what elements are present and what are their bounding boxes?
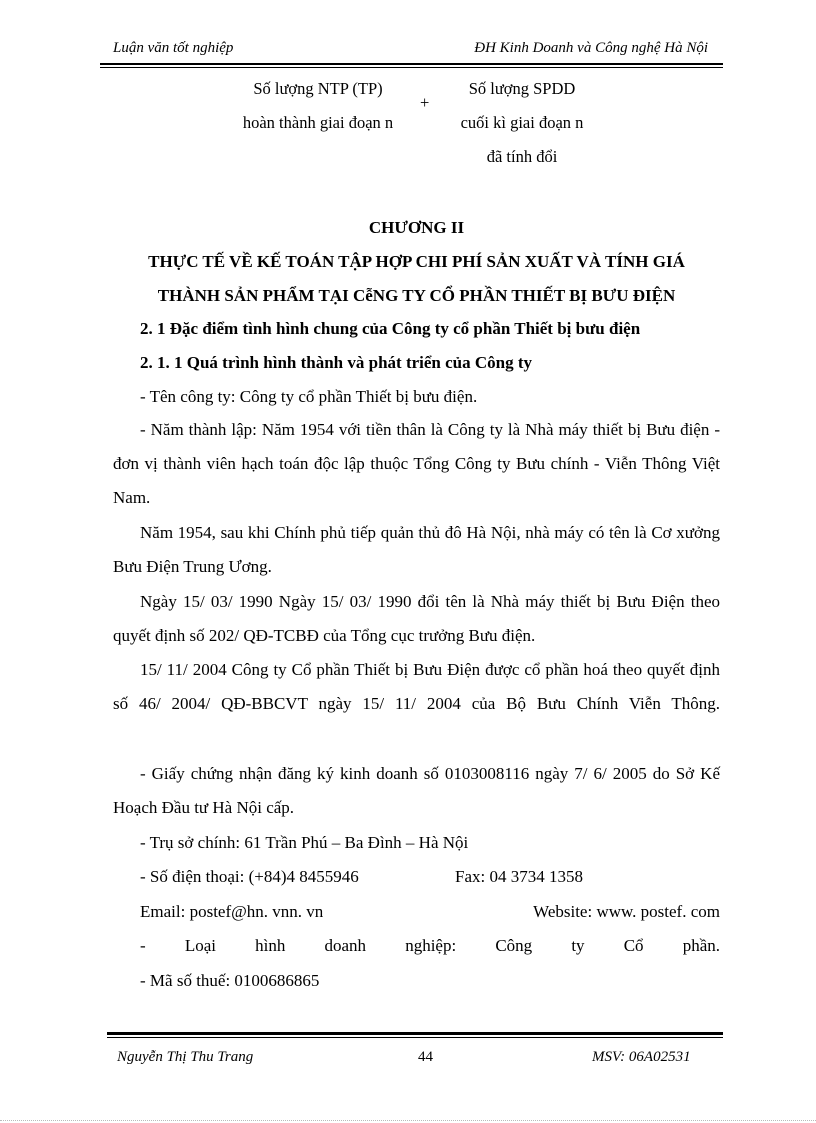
chapter-title-line1: THỰC TẾ VỀ KẾ TOÁN TẬP HỢP CHI PHÍ SẢN XUẤT VÀ TÍNH GIÁ [148,252,685,271]
footer-rule [107,1032,723,1035]
email-address: Email: postef@hn. vnn. vn [140,902,324,921]
header-rule [100,63,723,65]
header-rule-thin [100,67,723,68]
paragraph-1954: Năm 1954, sau khi Chính phủ tiếp quản thủ đô Hà Nội, nhà máy có tên là Cơ xưởng Bưu Điện Trung Ương. [113,523,720,576]
footer-student-id: MSV: 06A02531 [592,1049,691,1065]
header-university: ĐH Kinh Doanh và Công nghệ Hà Nội [474,40,708,56]
footer-rule-thin [107,1037,723,1038]
phone-number: - Số điện thoại: (+84)4 8455946 [140,867,359,886]
page-bottom-divider [0,1120,816,1121]
section-heading-2-1: 2. 1 Đặc điểm tình hình chung của Công ty cổ phần Thiết bị bưu điện [140,319,641,338]
formula-left-line2: hoàn thành giai đoạn n [242,113,394,132]
paragraph-1990: Ngày 15/ 03/ 1990 Ngày 15/ 03/ 1990 đổi tên là Nhà máy thiết bị Bưu Điện theo quyết định số 202/ QĐ-TCBĐ của Tổng cục trưởng Bưu điện. [113,592,720,645]
website-address: Website: www. postef. com [533,902,720,921]
formula-left-line1: Số lượng NTP (TP) [253,79,383,98]
license-paragraph: - Giấy chứng nhận đăng ký kinh doanh số 0103008116 ngày 7/ 6/ 2005 do Sở Kế Hoạch Đầu tư Hà Nội cấp. [113,764,720,817]
formula-right-term [452,72,592,174]
paragraph-2004: 15/ 11/ 2004 Công ty Cổ phần Thiết bị Bưu Điện được cổ phần hoá theo quyết định số 46/ 2004/ QĐ-BBCVT ngày 15/ 11/ 2004 của Bộ Bưu Chính Viễn Thông. [113,660,720,713]
section-heading-2-1-1: 2. 1. 1 Quá trình hình thành và phát triển của Công ty [140,353,533,372]
footer-page-number: 44 [418,1049,433,1065]
chapter-title-line2: THÀNH SẢN PHẨM TẠI CễNG TY CỔ PHẦN THIẾT BỊ BƯU ĐIỆN [157,286,676,305]
chapter-number: CHƯƠNG II [368,218,465,237]
formula-right-line3: đã tính đổi [486,147,558,166]
fax-number: Fax: 04 3734 1358 [455,867,583,886]
business-type-line: - Loại hình doanh nghiệp: Công ty Cổ phần. [140,936,720,955]
company-name-line: - Tên công ty: Công ty cổ phần Thiết bị bưu điện. [140,387,478,406]
formula-right-line2: cuối kì giai đoạn n [460,113,584,132]
tax-code-line: - Mã số thuế: 0100686865 [140,971,320,990]
header-thesis-label: Luận văn tốt nghiệp [113,40,234,56]
headquarters-line: - Trụ sở chính: 61 Trần Phú – Ba Đình – Hà Nội [140,833,469,852]
formula-left-term [238,72,398,140]
formula-right-line1: Số lượng SPDD [468,79,576,98]
formula-plus-operator: + [420,93,430,112]
footer-author: Nguyễn Thị Thu Trang [117,1049,254,1065]
page-header [113,38,720,60]
founded-paragraph: - Năm thành lập: Năm 1954 với tiền thân là Công ty là Nhà máy thiết bị Bưu điện - đơn vị thành viên hạch toán độc lập thuộc Tổng Công ty Bưu chính - Viễn Thông Việt Nam. [113,420,720,507]
